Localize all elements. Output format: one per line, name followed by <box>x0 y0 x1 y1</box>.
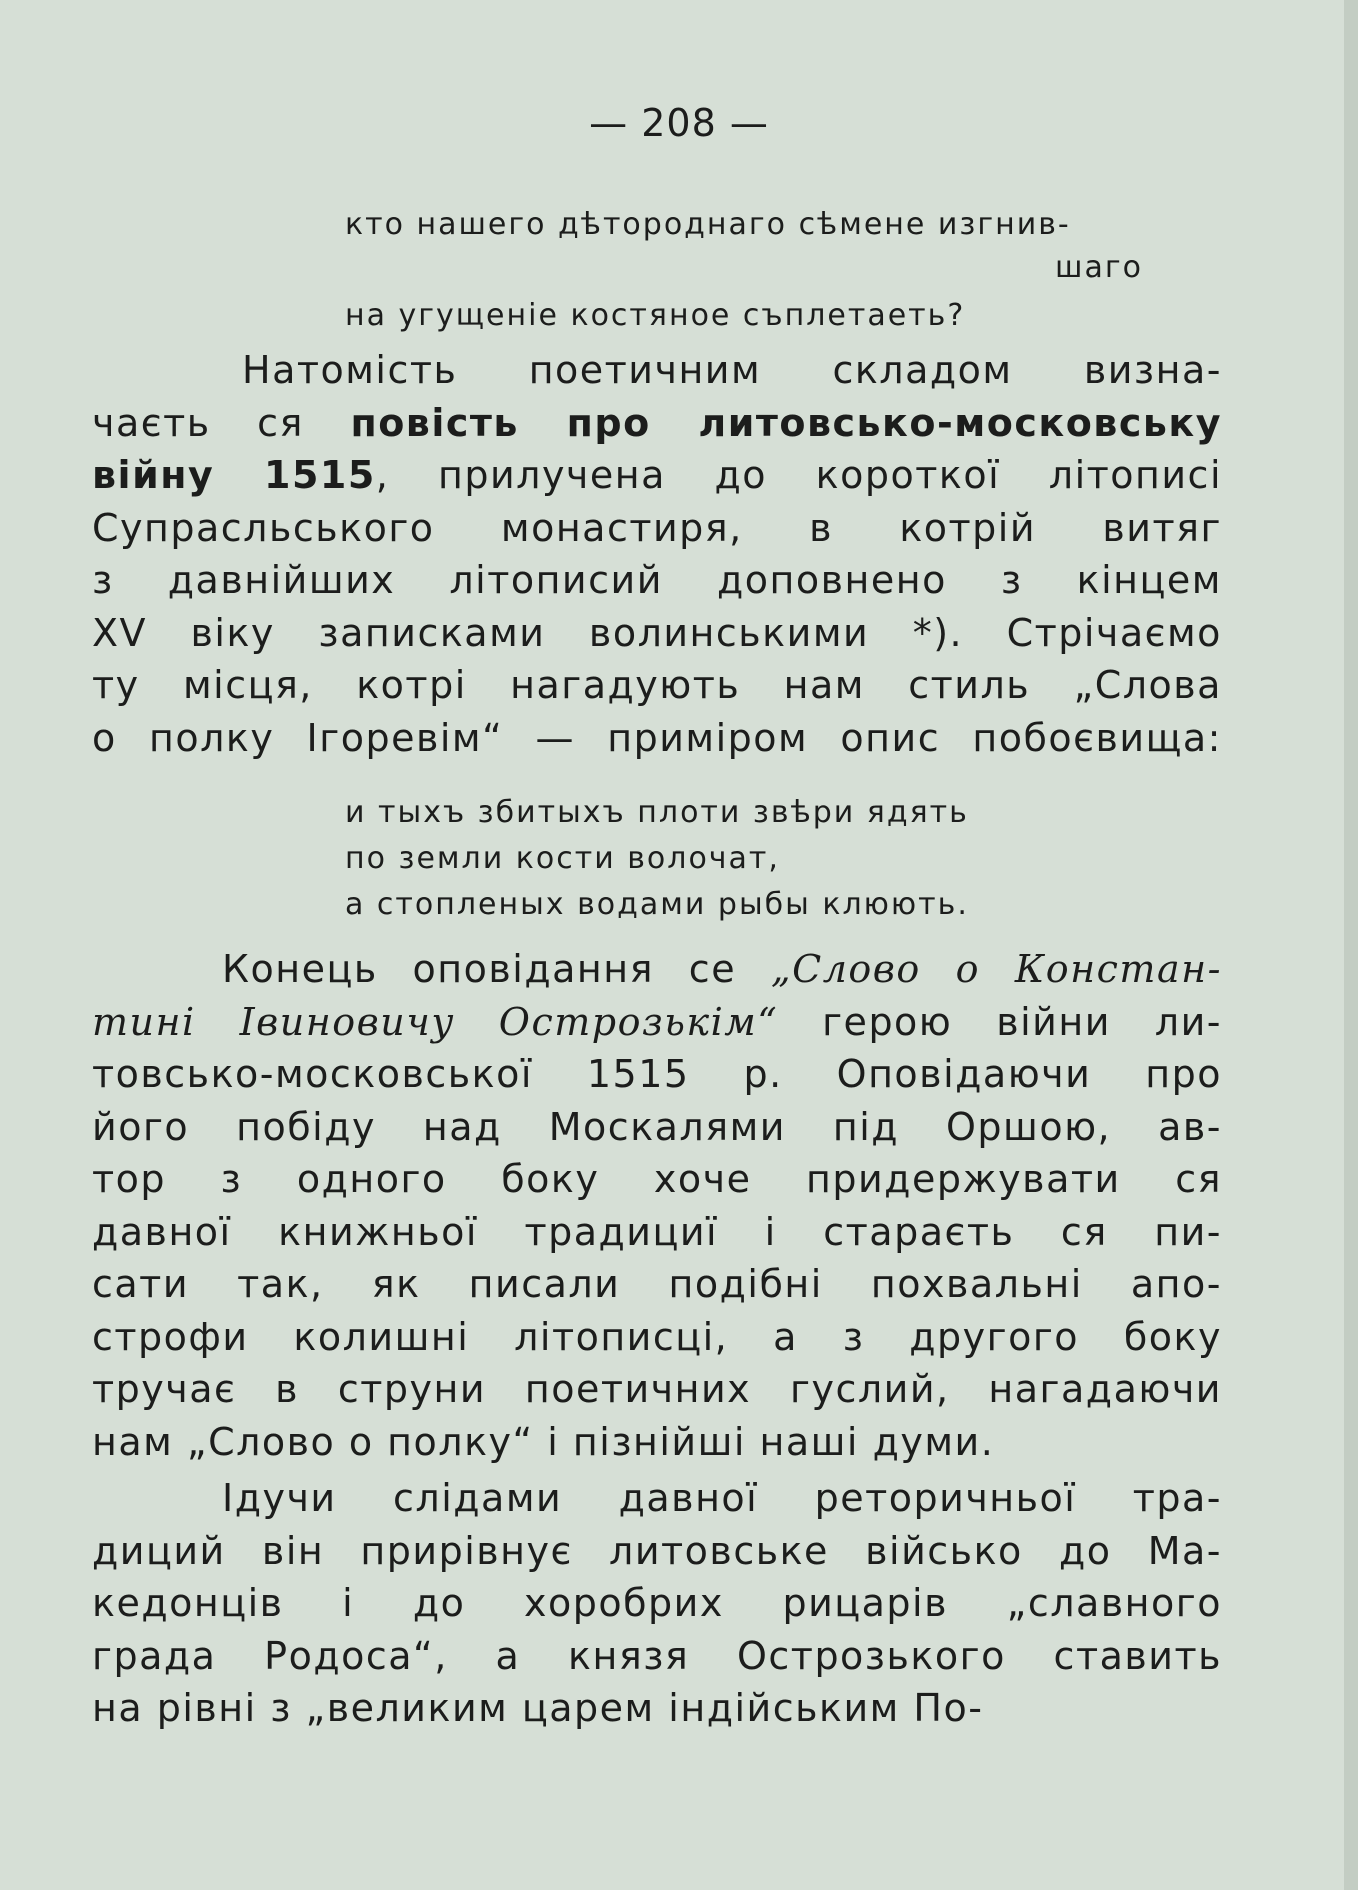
text-line: кедонців і до хоробрих рицарів „славного <box>92 1581 1222 1625</box>
text-line: ту місця, котрі нагадують нам стиль „Слова <box>92 663 1222 707</box>
italic-title: тині Івиновичу Острозькім“ <box>92 999 779 1044</box>
text-line: на рівні з „великим царем індійським По- <box>92 1686 984 1730</box>
verse-line: на угущеніе костяное съплетаеть? <box>345 298 966 333</box>
paragraph <box>92 344 1222 764</box>
text-line: з давнійших літописий доповнено з кінцем <box>92 558 1222 602</box>
text-line: товсько-московської 1515 р. Оповідаючи про <box>92 1052 1222 1096</box>
verse-line: по земли кости волочат, <box>345 841 780 876</box>
text-line: Натомість поетичним складом визна- <box>242 348 1222 392</box>
bold-title: війну 1515 <box>92 453 376 497</box>
text-line: війну 1515, прилучена до короткої літописі <box>92 453 1222 497</box>
bold-title: повість про литовсько-московську <box>350 400 1222 445</box>
text-line: Конець оповідання се „Слово о Констан- <box>222 947 1222 991</box>
text-line: сати так, як писали подібні похвальні апо- <box>92 1262 1222 1306</box>
text-line: давної книжньої традициї і стараєть ся пи- <box>92 1209 1222 1254</box>
page-number: — 208 — <box>589 101 769 145</box>
text-line: тручає в струни поетичних гуслий, нагадаючи <box>92 1367 1222 1411</box>
verse-line: а стопленых водами рыбы клюють. <box>345 887 969 922</box>
text-line: Ідучи слідами давної реторичньої тра- <box>222 1476 1222 1520</box>
text-line: Супрасльського монастиря, в котрій витяг <box>92 505 1222 550</box>
page-edge-shadow <box>1344 0 1358 1890</box>
paragraph <box>92 1472 1222 1735</box>
text-line: XV віку записками волинськими *). Стрічаємо <box>92 610 1222 655</box>
text-line: строфи колишні літописці, а з другого боку <box>92 1314 1222 1359</box>
verse-line: кто нашего дѣтороднаго сѣмене изгнив- <box>345 207 1071 242</box>
text-line: його побіду над Москалями під Оршою, ав- <box>92 1104 1222 1149</box>
text-line: о полку Ігоревім“ — приміром опис побоєвища: <box>92 715 1222 760</box>
paragraph <box>92 943 1222 1468</box>
text-line: тині Івиновичу Острозькім“ герою війни ли- <box>92 999 1223 1044</box>
text-line: диций він прирівнує литовське військо до Ма- <box>92 1528 1222 1573</box>
verse-line: и тыхъ збитыхъ плоти звѣри ядять <box>345 795 969 830</box>
text-line: чаєть ся повість про литовсько-московську <box>92 400 1222 445</box>
text-line: града Родоса“, а князя Острозького ставить <box>92 1633 1222 1678</box>
verse-line: шаго <box>1055 250 1143 285</box>
text-line: тор з одного боку хоче придержувати ся <box>92 1157 1222 1201</box>
italic-title: „Слово о Констан- <box>770 947 1222 991</box>
text-line: нам „Слово о полку“ і пізнійші наші думи. <box>92 1419 995 1464</box>
